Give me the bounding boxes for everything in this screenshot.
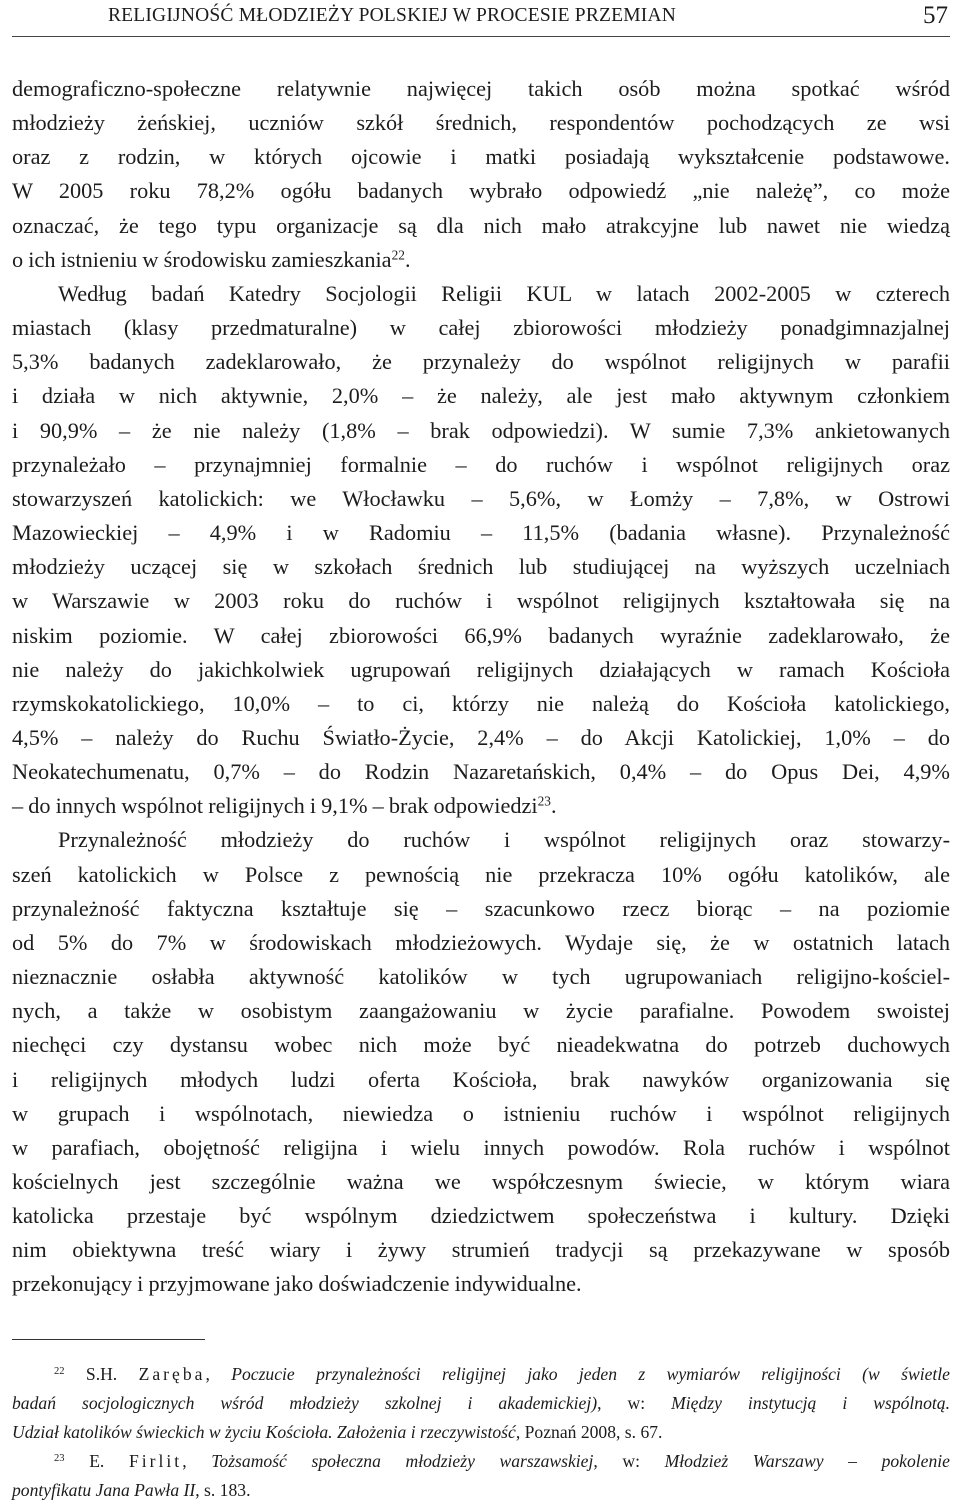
text-line: katolicka przestaje być wspólnym dziedzictwem społeczeństwa i kultury. Dzięki	[12, 1203, 950, 1229]
text-line: młodzieży żeńskiej, uczniów szkół średnich, respondentów pochodzących ze wsi	[12, 110, 950, 136]
running-header	[12, 2, 950, 37]
footnote-ref-22: 22	[391, 247, 405, 263]
text-line: Przynależność młodzieży do ruchów i wspólnot religijnych oraz stowarzy-	[58, 827, 950, 853]
text-line: w parafiach, obojętność religijna i wielu innych powodów. Rola ruchów i wspólnot	[12, 1134, 950, 1160]
text-line: miastach (klasy przedmaturalne) w całej zbiorowości młodzieży ponadgimnazjalnej	[12, 315, 950, 341]
sentence-end: .	[404, 246, 411, 272]
text-line: rzymskokatolickiego, 10,0% – to ci, którzy nie należą do Kościoła katolickiego,	[12, 690, 950, 716]
text-line: Według badań Katedry Socjologii Religii KUL w latach 2002-2005 w czterech	[58, 280, 950, 306]
text-line-content: – do innych wspólnot religijnych i 9,1% – brak odpowiedzi	[12, 793, 538, 819]
text-line: nych, a także w osobistym zaangażowaniu w życie parafialne. Powodem swoistej	[12, 998, 950, 1024]
work-title: Tożsamość społeczna młodzieży warszawskiej	[211, 1451, 594, 1471]
in-label: , w:	[597, 1393, 672, 1413]
sentence-end: .	[550, 793, 557, 819]
body-text	[12, 72, 950, 1302]
book-title: pontyfikatu Jana Pawła II	[12, 1480, 196, 1500]
text-line-content: o ich istnieniu w środowisku zamieszkania	[12, 246, 392, 272]
author-surname: Zaręba	[138, 1364, 206, 1384]
text-line: Neokatechumenatu, 0,7% – do Rodzin Nazaretańskich, 0,4% – do Opus Dei, 4,9%	[12, 759, 950, 785]
footnote-22-cont	[12, 1418, 950, 1447]
text-line: stowarzyszeń katolickich: we Włocławku – 5,6%, w Łomży – 7,8%, w Ostrowi	[12, 485, 950, 511]
text-line: 5,3% badanych zadeklarowało, że przynależy do wspólnot religijnych w parafii	[12, 349, 950, 375]
text-line: Mazowieckiej – 4,9% i w Radomiu – 11,5% (badania własne). Przynależność	[12, 520, 950, 546]
text-line: szeń katolickich w Polsce z pewnością nie przekracza 10% ogółu katolików, ale	[12, 861, 950, 887]
text-line: nim obiektywna treść wiary i żywy strumień tradycji są przekazywane w sposób	[12, 1237, 950, 1263]
footnote-number: 23	[54, 1453, 65, 1465]
text-line	[12, 243, 950, 277]
page-number: 57	[923, 2, 948, 29]
author-initials: E.	[89, 1451, 105, 1471]
footnote-ref-23: 23	[537, 793, 551, 809]
text-line: niechęci czy dystansu wobec nich może być nieadekwatna do potrzeb duchowych	[12, 1032, 950, 1058]
in-label: , w:	[593, 1451, 665, 1471]
text-line: młodzieży uczącej się w szkołach średnich lub studiującej na wyższych uczelniach	[12, 554, 950, 580]
text-line: niskim poziomie. W całej zbiorowości 66,9% badanych wyraźnie zadeklarowało, że	[12, 622, 950, 648]
work-title: Poczucie przynależności religijnej jako jeden z wymiarów religijności (w świetle	[231, 1364, 950, 1384]
work-title: badań socjologicznych wśród młodzieży szkolnej i akademickiej)	[12, 1393, 598, 1413]
text-line: przynależało – przynajmniej formalnie – do ruchów i wspólnot religijnych oraz	[12, 451, 950, 477]
publication-info: , Poznań 2008, s. 67.	[515, 1422, 663, 1442]
text-line: w grupach i wspólnotach, niewiedza o istnieniu ruchów i wspólnot religijnych	[12, 1100, 950, 1126]
text-line: nieznacznie osłabła aktywność katolików w tych ugrupowaniach religijno-kościel-	[12, 964, 950, 990]
publication-info: , s. 183.	[195, 1480, 251, 1500]
book-title: Między instytucją i wspólnotą.	[671, 1393, 950, 1413]
text-line: oraz z rodzin, w których ojcowie i matki posiadają wykształcenie podstawowe.	[12, 144, 950, 170]
book-title: Udział katolików świeckich w życiu Kościoła. Założenia i rzeczywistość	[12, 1422, 516, 1442]
book-title: Młodzież Warszawy – pokolenie	[664, 1451, 950, 1471]
text-line: 4,5% – należy do Ruchu Światło-Życie, 2,4% – do Akcji Katolickiej, 1,0% – do	[12, 724, 950, 750]
text-line: w Warszawie w 2003 roku do ruchów i wspólnot religijnych kształtowała się na	[12, 588, 950, 614]
text-line: kościelnych jest szczególnie ważna we współczesnym świecie, w którym wiara	[12, 1169, 950, 1194]
footnote-22-cont	[12, 1389, 950, 1418]
author-surname: Firlit	[128, 1451, 183, 1471]
text-line: nie należy do jakichkolwiek ugrupowań religijnych działających w ramach Kościoła	[12, 656, 950, 682]
text-line	[12, 789, 950, 823]
text-line: przynależność faktyczna kształtuje się – szacunkowo rzecz biorąc – na poziomie	[12, 895, 950, 921]
text-line: oznaczać, że tego typu organizacje są dla nich mało atrakcyjne lub nawet nie wiedzą	[12, 212, 950, 238]
author-initials: S.H.	[85, 1364, 118, 1384]
footnote-divider	[12, 1339, 205, 1340]
text-line: i religijnych młodych ludzi oferta Kościoła, brak nawyków organizowania się	[12, 1066, 950, 1092]
text-line: W 2005 roku 78,2% ogółu badanych wybrało odpowiedź „nie należę”, co może	[12, 178, 950, 204]
running-title: RELIGIJNOŚĆ MŁODZIEŻY POLSKIEJ W PROCESIE PRZEMIAN	[107, 5, 677, 26]
text-line: demograficzno-społeczne relatywnie najwięcej takich osób można spotkać wśród	[12, 76, 950, 101]
text-line: od 5% do 7% w środowiskach młodzieżowych. Wydaje się, że w ostatnich latach	[12, 929, 950, 955]
footnote-22: $^{22}$ S.H. Zaręba, Poczucie przynależności religijnej jako jeden z wymiarów religijności (w świetle	[54, 1364, 950, 1384]
footnote-23-cont	[12, 1476, 950, 1505]
text-line: i 90,9% – że nie należy (1,8% – brak odpowiedzi). W sumie 7,3% ankietowanych	[12, 417, 950, 443]
footnotes	[12, 1360, 950, 1505]
footnote-number: 22	[54, 1366, 65, 1378]
text-line: i działa w nich aktywnie, 2,0% – że należy, ale jest mało aktywnym członkiem	[12, 383, 950, 409]
text-line: przekonujący i przyjmowane jako doświadczenie indywidualne.	[12, 1271, 582, 1297]
footnote-23: $^{23}$ E. Firlit, Tożsamość społeczna młodzieży warszawskiej, w: Młodzież Warszawy – pokolenie	[54, 1451, 950, 1471]
